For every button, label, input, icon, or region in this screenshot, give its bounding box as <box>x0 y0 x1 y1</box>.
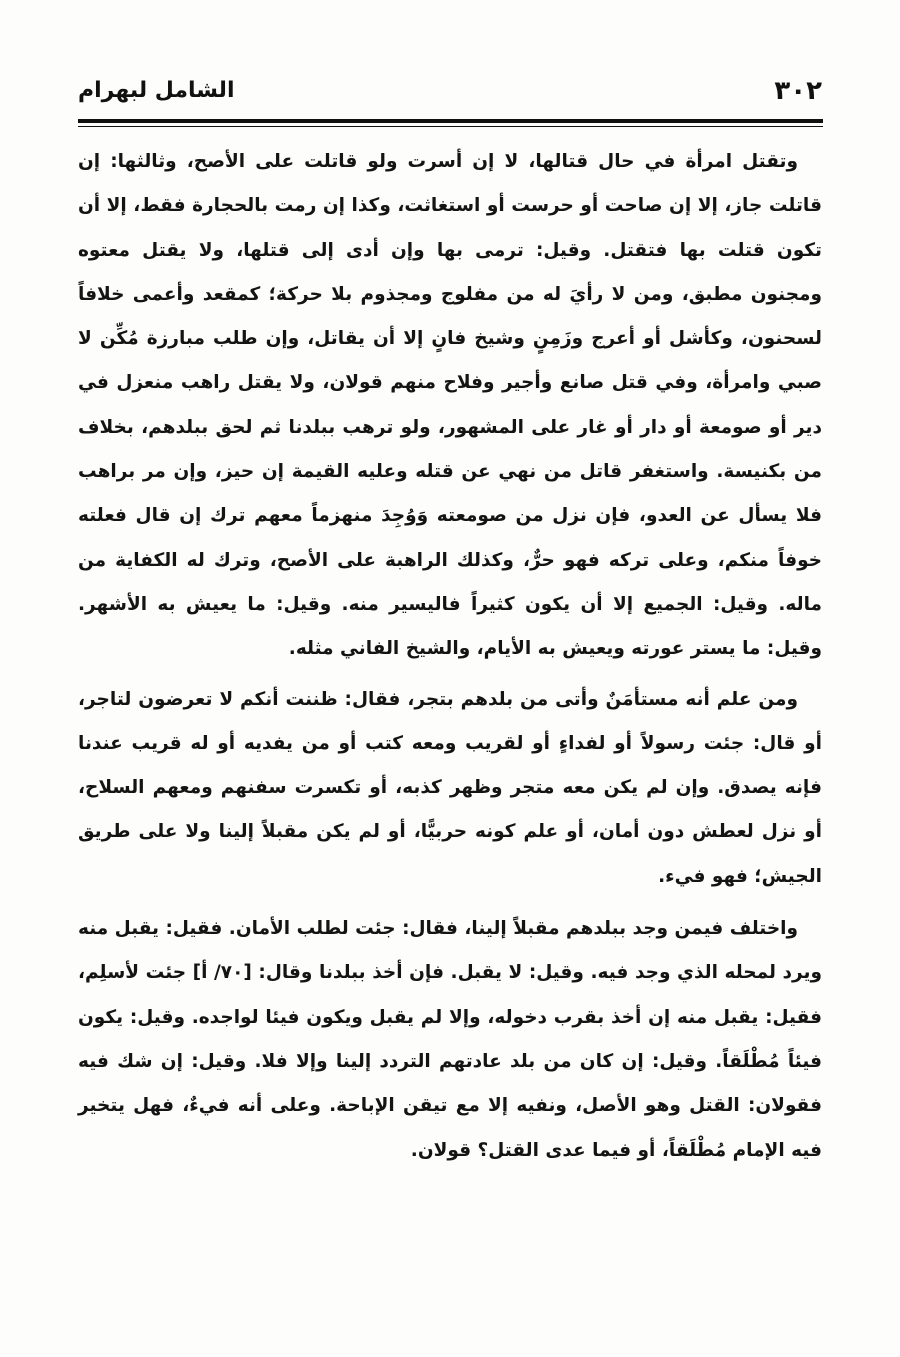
paragraph-1: وتقتل امرأة في حال قتالها، لا إن أسرت ولو قاتلت على الأصح، وثالثها: إن قاتلت جاز، إلا إن صاحت أو حرست أو استغاثت، وكذا إن رمت بالحجارة فقط، إلا أن تكون قتلت بها فتقتل. وقيل: ترمى بها وإن أدى إلى قتلها، ولا يقتل معتوه ومجنون مطبق، ومن لا رأيَ له من مفلوج ومجذوم بلا حركة؛ كمقعد وأعمى خلافاً لسحنون، وكأشل أو أعرج وزَمِنٍ وشيخ فانٍ إلا أن يقاتل، وإن طلب مبارزة مُكِّن لا صبي وامرأة، وفي قتل صانع وأجير وفلاح منهم قولان، ولا يقتل راهب منعزل في دير أو صومعة أو دار أو غار على المشهور، ولو ترهب ببلدنا ثم لحق ببلدهم، بخلاف من بكنيسة. واستغفر قاتل من نهي عن قتله وعليه القيمة إن حيز، وإن مر براهب فلا يسأل عن العدو، فإن نزل من صومعته وَوُجِدَ منهزماً معهم ترك إن قال فعلته خوفاً منكم، وعلى تركه فهو حرٌّ، وكذلك الراهبة على الأصح، وترك له الكفاية من ماله. وقيل: الجميع إلا أن يكون كثيراً فاليسير منه. وقيل: ما يعيش به الأشهر. وقيل: ما يستر عورته ويعيش به الأيام، والشيخ الفاني مثله. <box>78 151 822 660</box>
header-rule-thick <box>78 119 823 123</box>
paragraph-2: ومن علم أنه مستأمَنٌ وأتى من بلدهم بتجر، فقال: ظننت أنكم لا تعرضون لتاجر، أو قال: جئت رسولاً أو لفداءٍ أو لقريب ومعه كتب أو من يفديه أو له قريب عندنا فإنه يصدق. وإن لم يكن معه متجر وظهر كذبه، أو تكسرت سفنهم ومعهم السلاح، أو نزل لعطش دون أمان، أو علم كونه حربيًّا، أو لم يكن مقبلاً إلينا ولا على طريق الجيش؛ فهو فيء. <box>78 688 822 887</box>
running-title: الشامل لبهرام <box>78 78 235 103</box>
paragraph-3: واختلف فيمن وجد ببلدهم مقبلاً إلينا، فقال: جئت لطلب الأمان. فقيل: يقبل منه ويرد لمحله الذي وجد فيه. وقيل: لا يقبل. فإن أخذ ببلدنا وقال: [٧٠/ أ] جئت لأسلِم، فقيل: يقبل منه إن أخذ بقرب دخوله، وإلا لم يقبل ويكون فيئا لواجده. وقيل: يكون فيئاً مُطْلَقاً. وقيل: إن كان من بلد عادتهم التردد إلينا وإلا فلا. وقيل: إن شك فيه فقولان: القتل وهو الأصل، ونفيه إلا مع تيقن الإباحة. وعلى أنه فيءٌ، فهل يتخير فيه الإمام مُطْلَقاً، أو فيما عدى القتل؟ قولان. <box>78 918 822 1161</box>
page-header <box>78 70 822 118</box>
header-rule-thin <box>78 126 823 127</box>
page-number: ٣٠٢ <box>774 76 822 106</box>
scan-specks <box>0 700 90 740</box>
body-text <box>78 140 822 1173</box>
